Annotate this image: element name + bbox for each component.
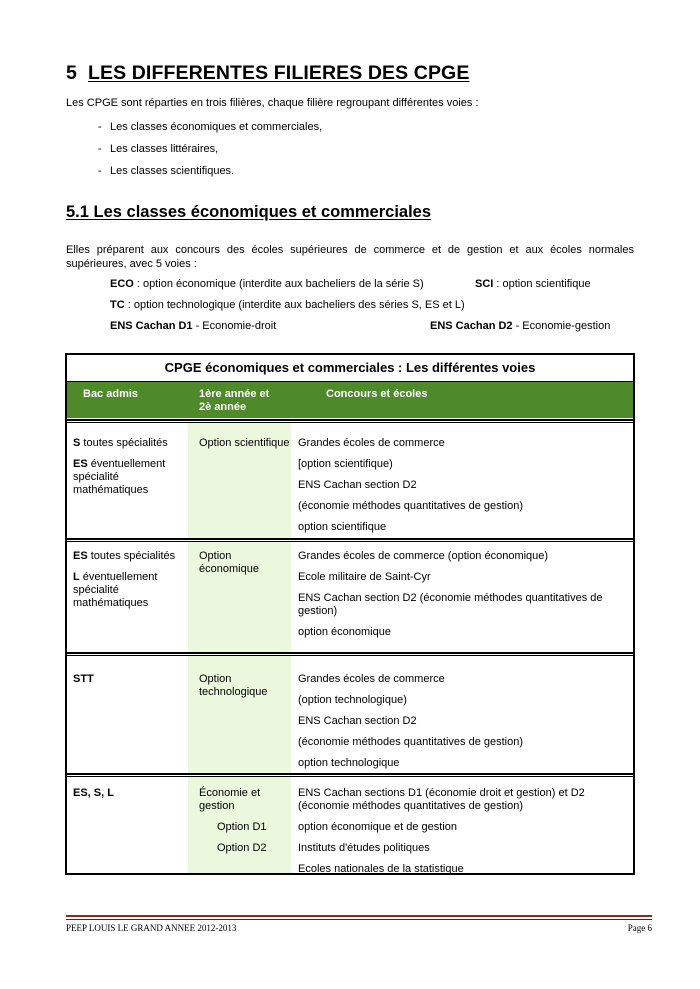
footer-left: PEEP LOUIS LE GRAND ANNEE 2012-2013 [66,923,237,933]
row-separator [67,419,633,423]
list-item: - Les classes scientifiques. [98,165,235,177]
subsection-heading: 5.1 Les classes économiques et commerciales [66,203,432,221]
table-title: CPGE économiques et commerciales : Les différentes voies [67,355,633,382]
intro-text: Les CPGE sont réparties en trois filières, chaque filière regroupant différentes voies : [66,97,479,109]
table-row-3-option: Option technologique [199,673,268,698]
section-number: 5 [66,62,77,84]
intro-paragraph: Elles préparent aux concours des écoles supérieures de commerce et de gestion et aux écoles normales supérieures, avec 5 voies : [66,244,634,270]
table-row-1-concours: Grandes écoles de commerce [option scientifique) ENS Cachan section D2 (économie méthodes quantitatives de gestion) option scientifique [298,437,524,533]
table-row-4-option: Économie et gestion Option D1 Option D2 [199,787,267,854]
header-bac: Bac admis [83,388,139,400]
footer-rule [66,915,652,917]
table-row-3-concours: Grandes écoles de commerce (option technologique) ENS Cachan section D2 (économie méthodes quantitatives de gestion) option technologique [298,673,524,769]
footer-rule-thin [66,919,652,920]
table-row-2-bac: ES toutes spécialités L éventuellement spécialité mathématiques [73,550,176,609]
voie-sci: SCI : option scientifique [475,278,591,290]
list-item: - Les classes littéraires, [98,143,219,155]
table-row-2-concours: Grandes écoles de commerce (option économique) Ecole militaire de Saint-Cyr ENS Cachan section D2 (économie méthodes quantitatives de gestion) option économique [298,550,603,638]
filiere-list [98,120,322,186]
section-title: LES DIFFERENTES FILIERES DES CPGE [88,62,470,84]
row-separator [67,652,633,656]
voie-d2: ENS Cachan D2 - Economie-gestion [430,320,611,332]
voies-table [65,353,635,875]
header-concours: Concours et écoles [326,388,428,400]
table-row-1-bac: S toutes spécialités ES éventuellement spécialité mathématiques [73,437,168,496]
voie-d1: ENS Cachan D1 - Economie-droit [110,320,277,332]
table-header [67,382,633,418]
voie-tc: TC : option technologique (interdite aux bacheliers des séries S, ES et L) [110,299,465,311]
table-row-1-option: Option scientifique [199,437,290,449]
list-item: - Les classes économiques et commerciales, [98,121,323,133]
header-annee: 1ère année et 2è année [199,388,270,413]
table-row-3-bac: STT [73,673,94,685]
table-row-2-option: Option économique [199,550,259,575]
table-row-4-bac: ES, S, L [73,787,114,799]
page-number: Page 6 [627,923,652,933]
table-row-4-concours: ENS Cachan sections D1 (économie droit et gestion) et D2 (économie méthodes quantitatives de gestion) option économique et de gestion Instituts d'études politiques Ecoles nationales de la statistique [298,787,585,875]
section-heading [66,62,469,85]
voie-eco: ECO : option économique (interdite aux bacheliers de la série S) [110,278,424,290]
